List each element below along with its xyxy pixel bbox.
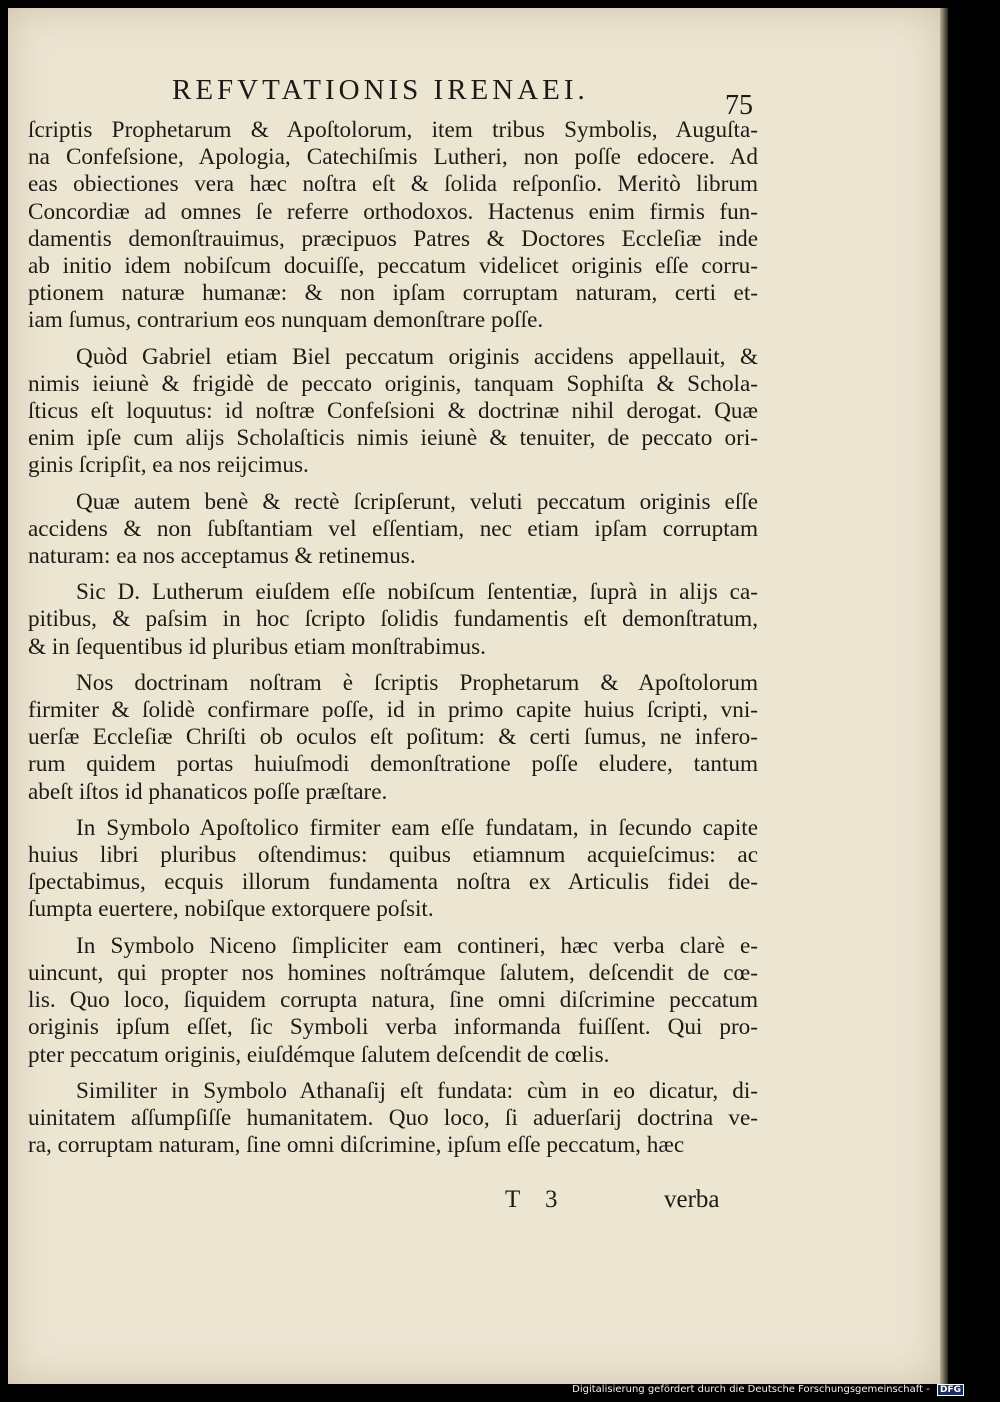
text-line: uerſæ Eccleſiæ Chriſti ob oculos eſt poſitum: & certi ſumus, ne infero- (28, 724, 758, 751)
text-line: Sic D. Lutherum eiuſdem eſſe nobiſcum ſententiæ, ſuprà in alijs ca- (76, 579, 758, 606)
text-line: pter peccatum originis, eiuſdémque ſalutem deſcendit de cœlis. (28, 1041, 610, 1068)
text-line: ſumpta euertere, nobiſque extorquere poſsit. (28, 896, 434, 923)
text-line: In Symbolo Niceno ſimpliciter eam contineri, hæc verba clarè e- (76, 932, 758, 959)
text-line: ab initio idem nobiſcum docuiſſe, peccatum videlicet originis eſſe corru- (28, 253, 758, 280)
text-line: enim ipſe cum alijs Scholaſticis nimis ieiunè & tenuiter, de peccato ori- (28, 425, 758, 452)
signature-number: 3 (545, 1186, 558, 1213)
text-line: iam ſumus, contrarium eos nunquam demonſtrare poſſe. (28, 307, 544, 334)
text-line: Quæ autem benè & rectè ſcripſerunt, veluti peccatum originis eſſe (76, 488, 758, 515)
catchword: verba (664, 1186, 720, 1213)
dfg-logo: DFG (937, 1384, 964, 1396)
page-edge (940, 8, 948, 1384)
text-line: Nos doctrinam noſtram è ſcriptis Prophetarum & Apoſtolorum (76, 669, 758, 696)
body-text (28, 117, 758, 1159)
text-line: ptionem naturæ humanæ: & non ipſam corruptam naturam, certi et- (28, 280, 758, 307)
text-line: uinitatem aſſumpſiſſe humanitatem. Quo loco, ſi aduerſarij doctrina ve- (28, 1104, 758, 1131)
credit-text: Digitalisierung gefördert durch die Deutsche Forschungsgemeinschaft - (572, 1384, 930, 1395)
text-line: ſcriptis Prophetarum & Apoſtolorum, item tribus Symbolis, Auguſta- (28, 117, 758, 143)
text-line: accidens & non ſubſtantiam vel eſſentiam, nec etiam ipſam corruptam (28, 515, 758, 542)
running-title: REFVTATIONIS IRENAEI. (172, 74, 589, 106)
text-line: na Confeſsione, Apologia, Catechiſmis Lutheri, non poſſe edocere. Ad (28, 144, 758, 171)
text-line: In Symbolo Apoſtolico firmiter eam eſſe fundatam, in ſecundo capite (76, 814, 758, 841)
text-line: rum quidem portas huiuſmodi demonſtratione poſſe eludere, tantum (28, 751, 758, 778)
text-line: abeſt iſtos id phanaticos poſſe præſtare. (28, 778, 388, 805)
text-line: ſticus eſt loquutus: id noſtræ Confeſsioni & doctrinæ nihil derogat. Quæ (28, 398, 758, 425)
signature-mark: T (505, 1186, 521, 1213)
text-line: Quòd Gabriel etiam Biel peccatum originis accidens appellauit, & (76, 343, 758, 370)
text-line: firmiter & ſolidè confirmare poſſe, id in primo capite huius ſcripti, vni- (28, 697, 758, 724)
digitization-credit (572, 1384, 964, 1396)
text-line: ginis ſcripſit, ea nos reijcimus. (28, 452, 309, 479)
text-line: Concordiæ ad omnes ſe referre orthodoxos. Hactenus enim firmis fun- (28, 198, 758, 225)
text-line: & in ſequentibus id pluribus etiam monſtrabimus. (28, 633, 486, 660)
text-line: lis. Quo loco, ſiquidem corrupta natura, ſine omni diſcrimine peccatum (28, 987, 758, 1014)
text-line: ſpectabimus, ecquis illorum fundamenta noſtra ex Articulis fidei de- (28, 869, 758, 896)
page-number: 75 (725, 90, 753, 121)
text-line: huius libri pluribus oſtendimus: quibus etiamnum acquieſcimus: ac (28, 842, 758, 869)
text-line: eas obiectiones vera hæc noſtra eſt & ſolida reſponſio. Meritò librum (28, 171, 758, 198)
text-line: naturam: ea nos acceptamus & retinemus. (28, 543, 416, 570)
text-line: damentis demonſtrauimus, præcipuos Patres & Doctores Eccleſiæ inde (28, 225, 758, 252)
text-line: ra, corruptam naturam, ſine omni diſcrimine, ipſum eſſe peccatum, hæc (28, 1132, 685, 1159)
text-line: originis ipſum eſſet, ſic Symboli verba informanda fuiſſent. Qui pro- (28, 1014, 758, 1041)
text-line: Similiter in Symbolo Athanaſij eſt fundata: cùm in eo dicatur, di- (76, 1077, 758, 1104)
text-line: pitibus, & paſsim in hoc ſcripto ſolidis fundamentis eſt demonſtratum, (28, 606, 758, 633)
text-line: uincunt, qui propter nos homines noſtrámque ſalutem, deſcendit de cœ- (28, 959, 758, 986)
text-line: nimis ieiunè & frigidè de peccato originis, tanquam Sophiſta & Schola- (28, 370, 758, 397)
